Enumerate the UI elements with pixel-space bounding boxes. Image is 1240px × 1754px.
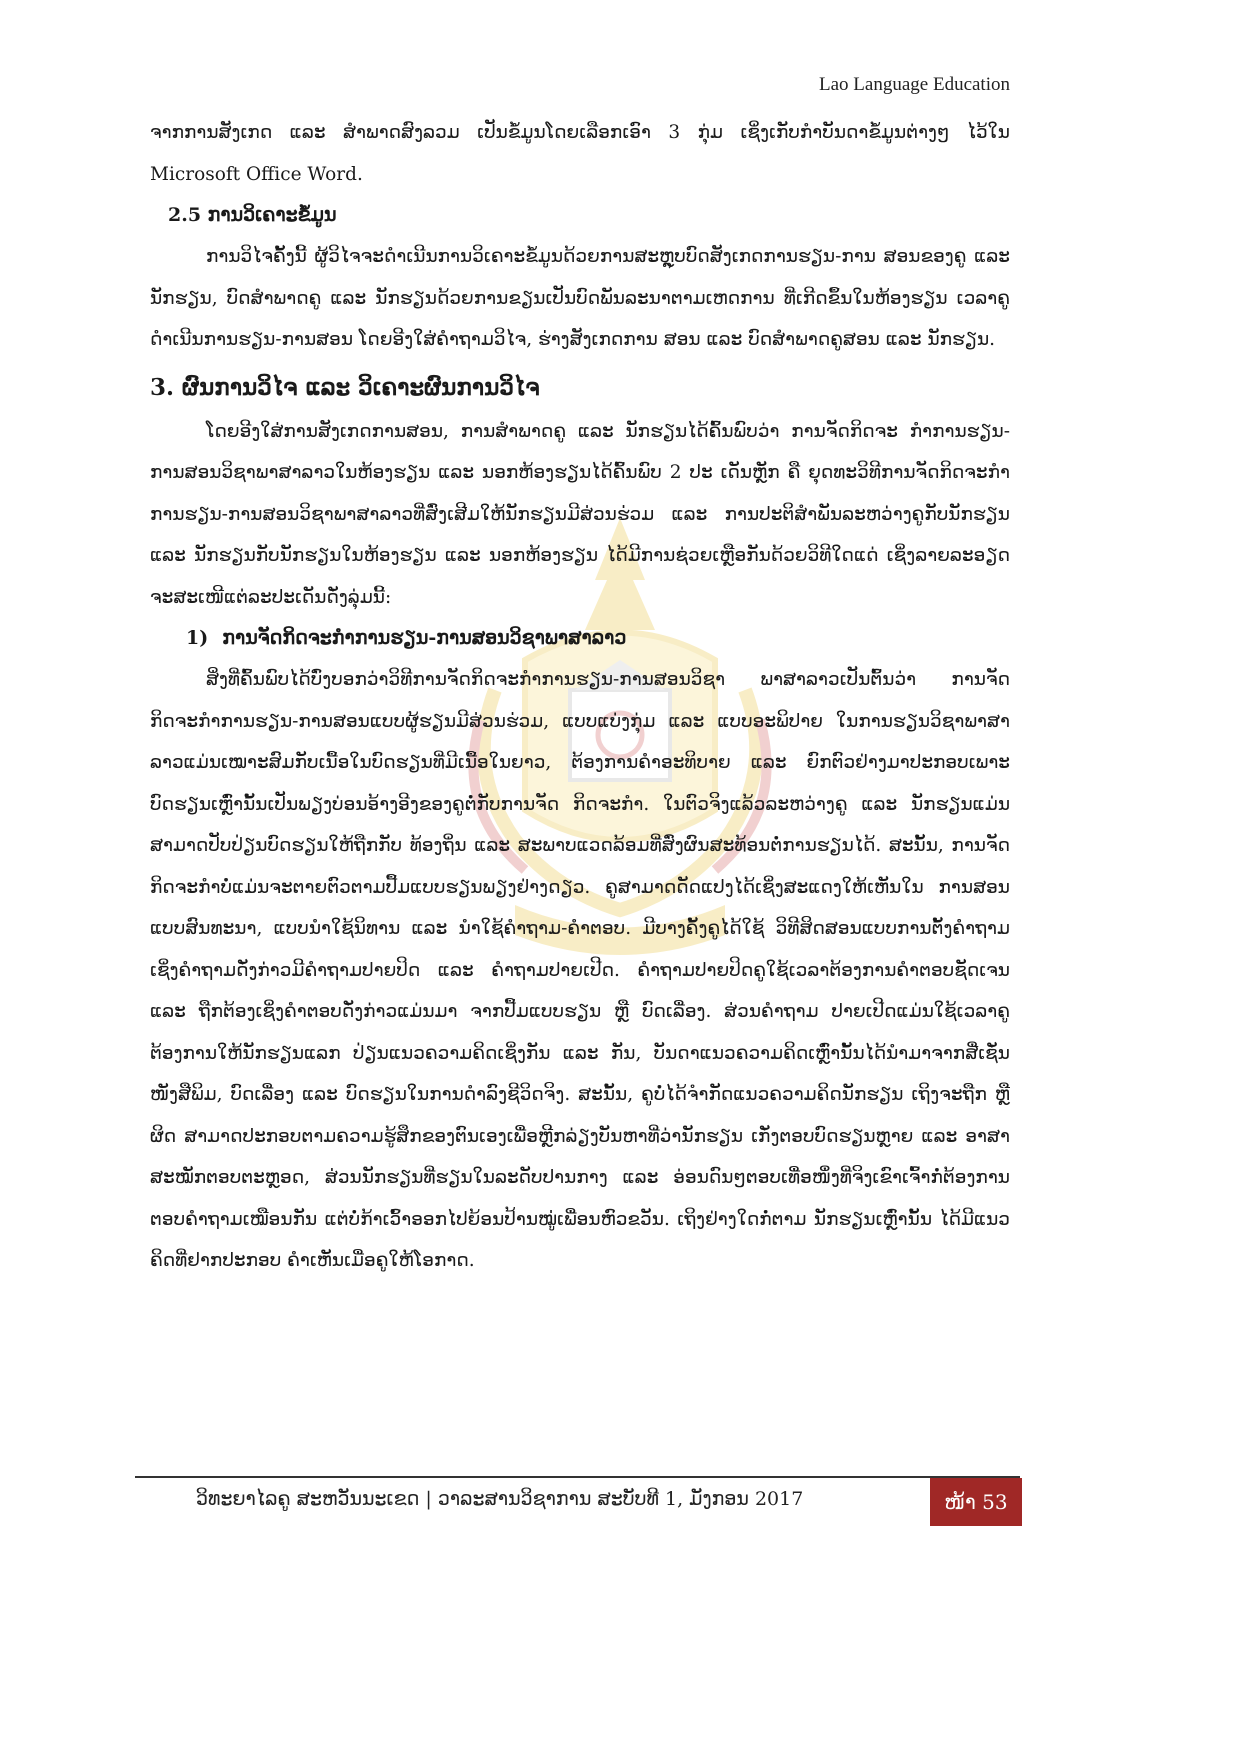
paragraph-analysis-method: ການວິໄຈຄັ້ງນີ້ ຜູ້ວິໄຈຈະດຳເນີນການວິເຄາະຂໍ້ມູນດ້ວຍການສະຫຼຸບບົດສັງເກດການຮຽນ-ການ ສອນຂອງຄູ ແລະ ນັກຮຽນ, ບົດສຳພາດຄູ ແລະ ນັກຮຽນດ້ວຍການຂຽນເປັນບົດພັນລະນາຕາມເຫດການ ທີ່ເກີດຂຶ້ນໃນຫ້ອງຮຽນ ເວລາຄູດຳເນີນການຮຽນ-ການສອນ ໂດຍອີງໃສ່ຄຳຖາມວິໄຈ, ຮ່າງສັງເກດການ ສອນ ແລະ ບົດສຳພາດຄູສອນ ແລະ ນັກຮຽນ. [150, 246, 1010, 350]
item-title: ການຈັດກິດຈະກຳການຮຽນ-ການສອນວິຊາພາສາລາວ [222, 627, 627, 649]
footer-journal: ວິທະຍາໄລຄູ ສະຫວັນນະເຂດ | ວາລະສານວິຊາການ ສະບັບທີ 1, ມັງກອນ 2017 [196, 1488, 804, 1510]
page-number-badge: ໜ້າ 53 [930, 1478, 1022, 1526]
heading-3-results: 3. ຜົນການວິໄຈ ແລະ ວິເຄາະຜົນການວິໄຈ [150, 373, 540, 401]
heading-item-1 [186, 618, 1010, 659]
item-number: 1) [186, 627, 209, 649]
paragraph-activities: ສິ່ງທີ່ຄົ້ນພົບໄດ້ບົ່ງບອກວ່າວິທີການຈັດກິດຈະກຳການຮຽນ-ການສອນວິຊາ ພາສາລາວເປັນຕົ້ນວ່າ ການຈັດກິດຈະກຳການຮຽນ-ການສອນແບບຜູ້ຮຽນມີສ່ວນຮ່ວມ, ແບບແບ່ງກຸ່ມ ແລະ ແບບອະພິປາຍ ໃນການຮຽນວິຊາພາສາລາວແມ່ນເໝາະສົມກັບເນື້ອໃນບົດຮຽນທີ່ມີເນື້ອໃນຍາວ, ຕ້ອງການຄຳອະທິບາຍ ແລະ ຍົກຕົວຢ່າງມາປະກອບເພາະບົດຮຽນເຫຼົ່ານັ້ນເປັນພຽງບ່ອນອ້າງອີງຂອງຄູຕໍ່ກັບການຈັດ ກິດຈະກຳ. ໃນຕົວຈິງແລ້ວລະຫວ່າງຄູ ແລະ ນັກຮຽນແມ່ນສາມາດປັບປ່ຽນບົດຮຽນໃຫ້ຖືກກັບ ທ້ອງຖິ່ນ ແລະ ສະພາບແວດລ້ອມທີ່ສົ່ງຜົນສະທ້ອນຕໍ່ການຮຽນໄດ້. ສະນັ້ນ, ການຈັດກິດຈະກຳບໍ່ແມ່ນຈະຕາຍຕົວຕາມປື້ມແບບຮຽນພຽງຢ່າງດຽວ. ຄູສາມາດດັດແປງໄດ້ເຊິ່ງສະແດງໃຫ້ເຫັນໃນ ການສອນແບບສົນທະນາ, ແບບນຳໃຊ້ນິທານ ແລະ ນຳໃຊ້ຄຳຖາມ-ຄຳຕອບ. ມີບາງຄັ້ງຄູໄດ້ໃຊ້ ວິທີສິດສອນແບບການຕັ້ງຄຳຖາມເຊິ່ງຄຳຖາມດັ່ງກ່າວມີຄຳຖາມປາຍປິດ ແລະ ຄຳຖາມປາຍເປີດ. ຄຳຖາມປາຍປິດຄູໃຊ້ເວລາຕ້ອງການຄຳຕອບຊັດເຈນ ແລະ ຖືກຕ້ອງເຊິ່ງຄຳຕອບດັ່ງກ່າວແມ່ນມາ ຈາກປື້ມແບບຮຽນ ຫຼື ບົດເລື່ອງ. ສ່ວນຄຳຖາມ ປາຍເປີດແມ່ນໃຊ້ເວລາຄູຕ້ອງການໃຫ້ນັກຮຽນແລກ ປ່ຽນແນວຄວາມຄິດເຊິ່ງກັນ ແລະ ກັນ, ບັນດາແນວຄວາມຄິດເຫຼົ່ານັ້ນໄດ້ນຳມາຈາກສື່ເຊັ່ນ ໜັງສືພິມ, ບົດເລື່ອງ ແລະ ບົດຮຽນໃນການດຳລົງຊີວິດຈິງ. ສະນັ້ນ, ຄູບໍ່ໄດ້ຈຳກັດແນວຄວາມຄິດນັກຮຽນ ເຖິງຈະຖືກ ຫຼື ຜິດ ສາມາດປະກອບຕາມຄວາມຮູ້ສຶກຂອງຕົນເອງເພື່ອຫຼີກລ່ຽງບັນຫາທີ່ວ່ານັກຮຽນ ເກັ່ງຕອບບົດຮຽນຫຼາຍ ແລະ ອາສາສະໝັກຕອບຕະຫຼອດ, ສ່ວນນັກຮຽນທີ່ຮຽນໃນລະດັບປານກາງ ແລະ ອ່ອນດົນໆຕອບເທື່ອໜຶ່ງທີ່ຈິງເຂົາເຈົ້າກໍ່ຕ້ອງການຕອບຄຳຖາມເໝືອນກັນ ແຕ່ບໍ່ກ້າເວົ້າອອກໄປຍ້ອນປ້ານໝູ່ເພື່ອນຫົວຂວັນ. ເຖິງຢ່າງໃດກໍ່ຕາມ ນັກຮຽນເຫຼົ່ານັ້ນ ໄດ້ມີແນວຄິດທີ່ຢາກປະກອບ ຄຳເຫັນເມື່ອຄູໃຫ້ໂອກາດ. [150, 669, 1010, 1271]
heading-2-5-data-analysis: 2.5 ການວິເຄາະຂໍ້ມູນ [168, 204, 337, 226]
article-body [150, 112, 1010, 1282]
footer-rule [135, 1476, 1020, 1478]
paragraph-data-collection: ຈາກການສັງເກດ ແລະ ສຳພາດສົງລວມ ເປັນຂໍ້ມູນໂດຍເລືອກເອົາ 3 ກຸ່ມ ເຊິ່ງເກັບກຳບັນດາຂໍ້ມູນຕ່າງໆ ໄວ້ໃນ Microsoft Office Word. [150, 122, 1010, 185]
paragraph-results-intro: ໂດຍອີງໃສ່ການສັງເກດການສອນ, ການສຳພາດຄູ ແລະ ນັກຮຽນໄດ້ຄົ້ນພົບວ່າ ການຈັດກິດຈະ ກຳການຮຽນ-ການສອນວິຊາພາສາລາວໃນຫ້ອງຮຽນ ແລະ ນອກຫ້ອງຮຽນໄດ້ຄົ້ນພົບ 2 ປະ ເດັນຫຼັກ ຄື ຍຸດທະວິທີການຈັດກິດຈະກຳການຮຽນ-ການສອນວິຊາພາສາລາວທີ່ສົ່ງເສີມໃຫ້ນັກຮຽນມີສ່ວນຮ່ວມ ແລະ ການປະຕິສຳພັນລະຫວ່າງຄູກັບນັກຮຽນ ແລະ ນັກຮຽນກັບນັກຮຽນໃນຫ້ອງຮຽນ ແລະ ນອກຫ້ອງຮຽນ ໄດ້ມີການຊ່ວຍເຫຼືອກັນດ້ວຍວິທີໃດແດ່ ເຊິ່ງລາຍລະອຽດຈະສະເໜີແຕ່ລະປະເດັນດັ່ງລຸ່ມນີ້: [150, 420, 1010, 608]
running-head: Lao Language Education [819, 74, 1010, 95]
